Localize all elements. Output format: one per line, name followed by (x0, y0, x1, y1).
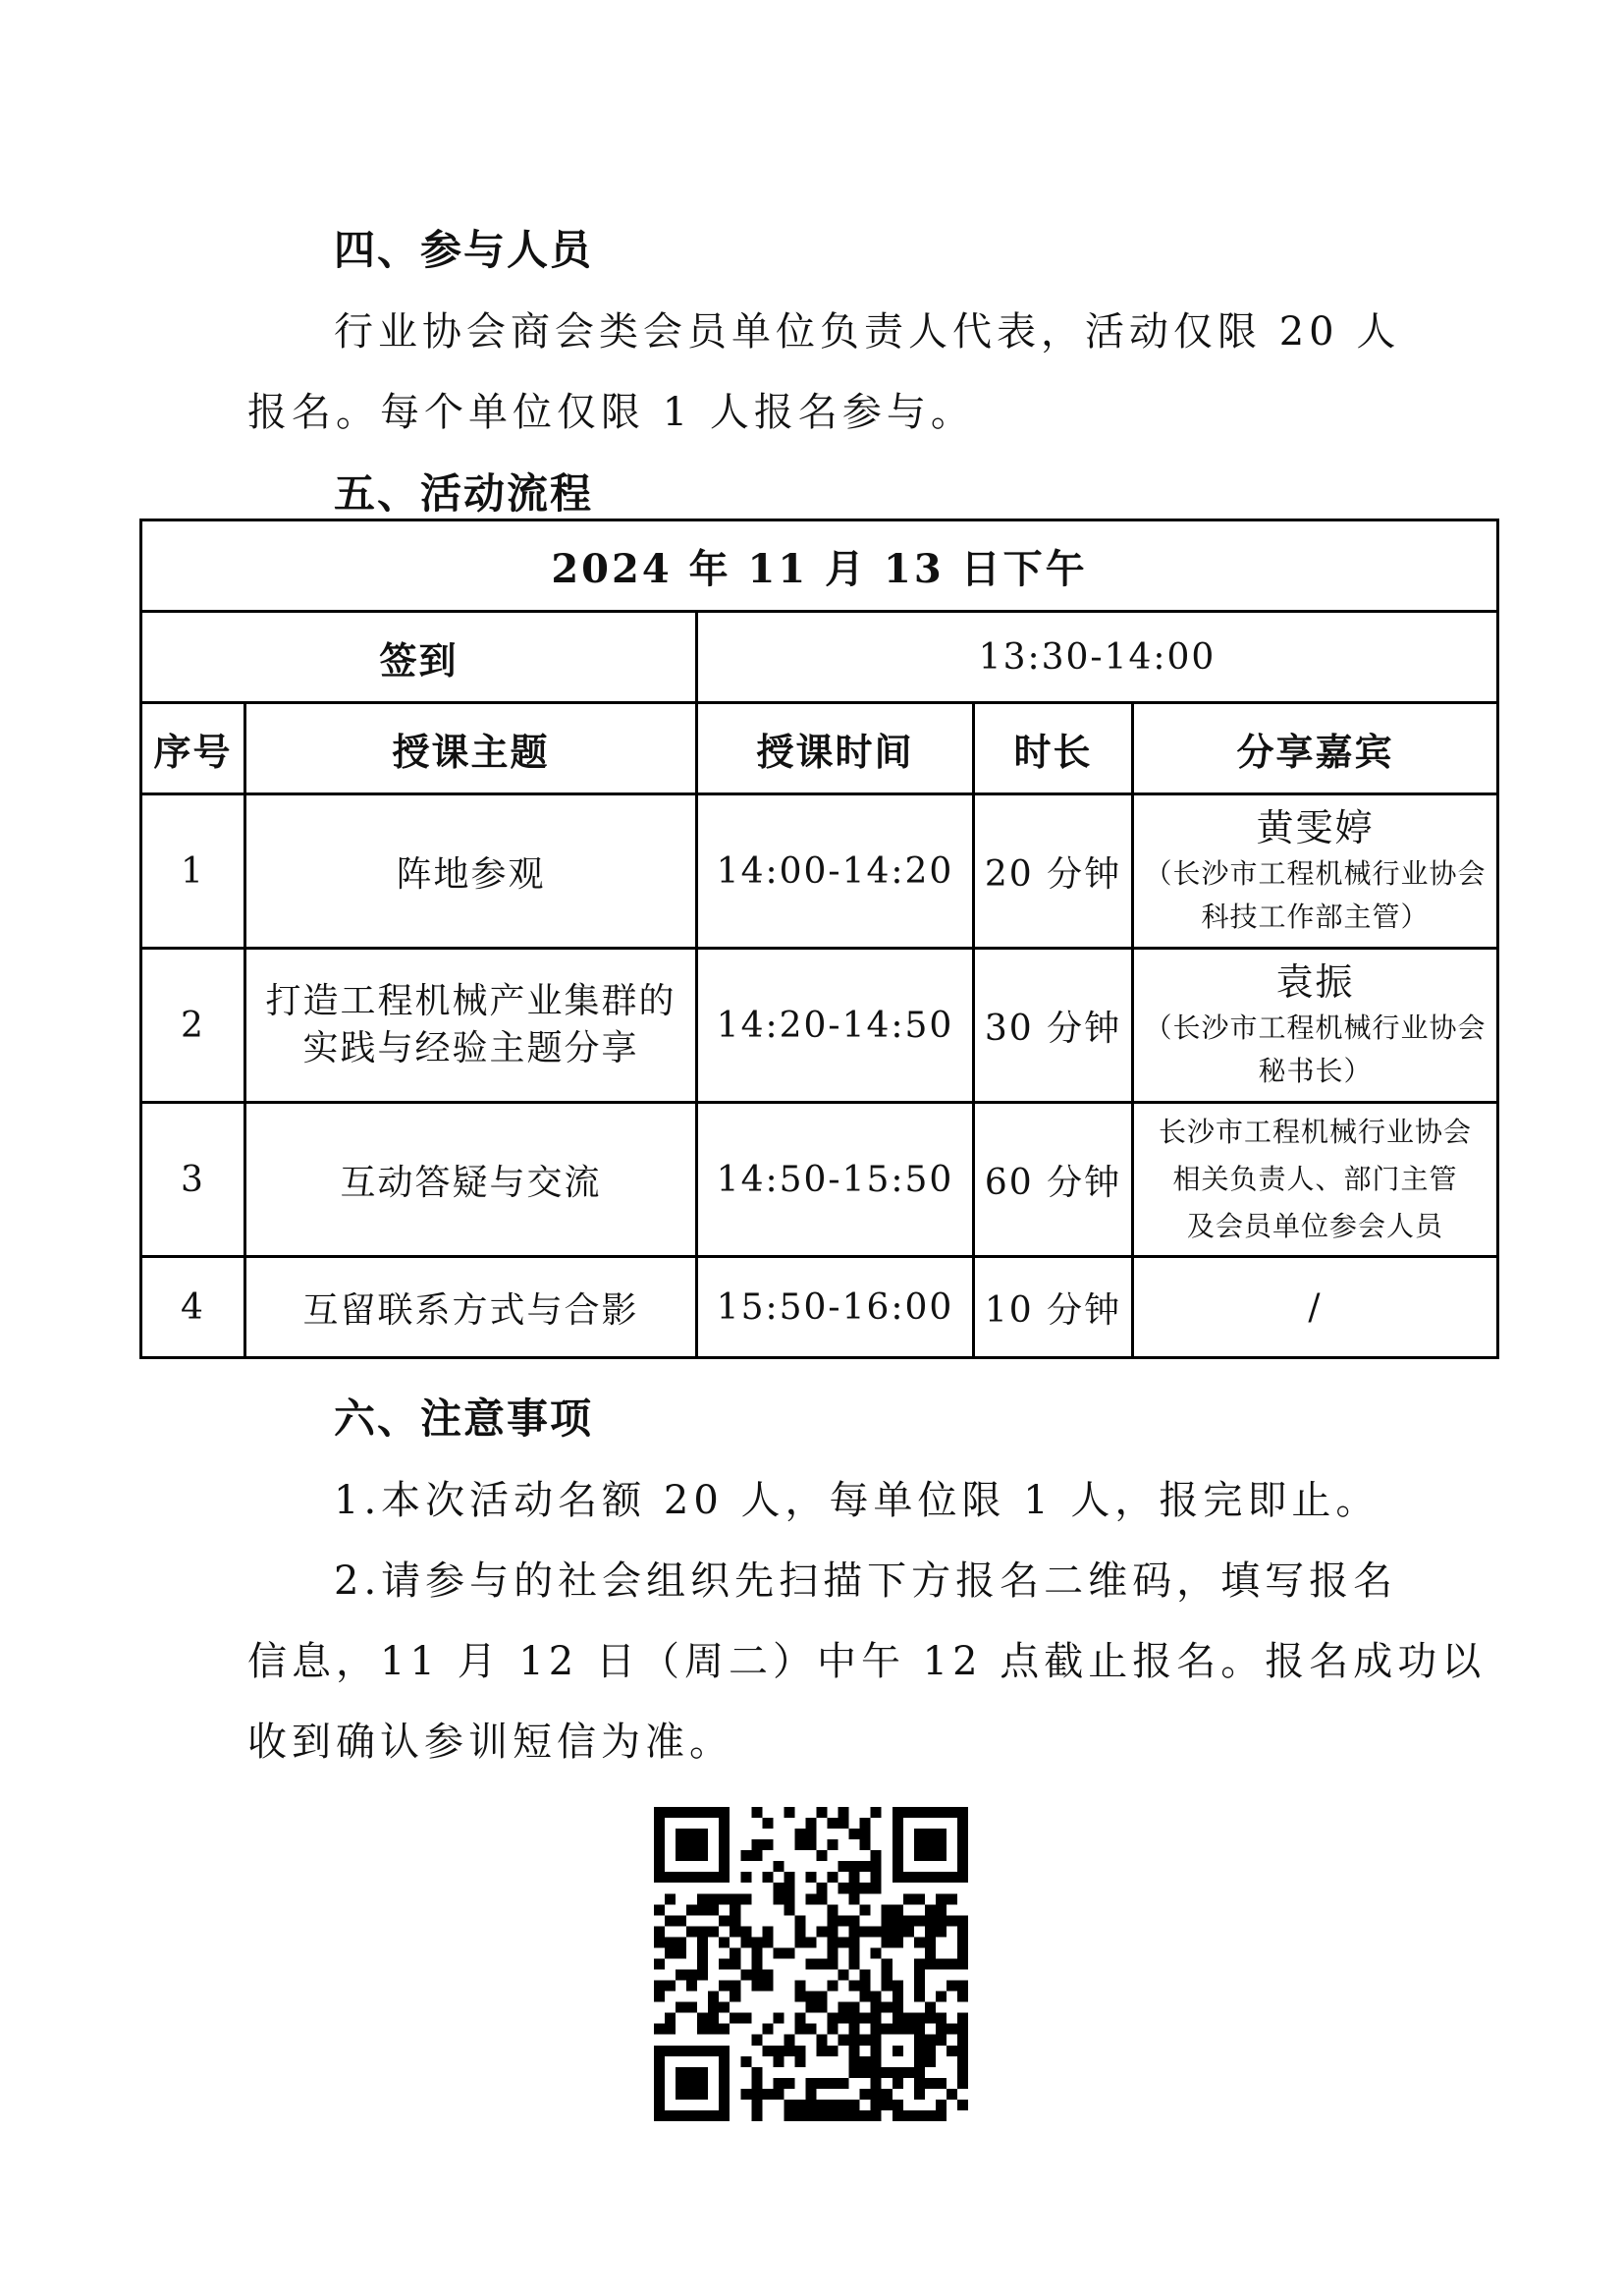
row-no: 4 (141, 1257, 245, 1358)
speaker-name: 黄雯婷 (1256, 806, 1375, 849)
row-topic: 阵地参观 (245, 794, 697, 949)
table-title: 2024 年 11 月 13 日下午 (141, 520, 1498, 612)
section5-heading: 五、活动流程 (334, 469, 594, 518)
speaker-line: 及会员单位参会人员 (1186, 1210, 1443, 1242)
section4-heading: 四、参与人员 (334, 226, 594, 274)
table-row (141, 794, 1498, 949)
row-time: 15:50-16:00 (697, 1257, 974, 1358)
row-duration: 30 分钟 (974, 949, 1133, 1103)
header-time: 授课时间 (697, 703, 974, 794)
notice-item2-line3: 收到确认参训短信为准。 (247, 1720, 733, 1765)
row-speaker (1133, 1103, 1498, 1257)
section4-line1: 行业协会商会类会员单位负责人代表，活动仅限 20 人 (334, 309, 1401, 355)
row-speaker: / (1133, 1257, 1498, 1358)
table-row (141, 1103, 1498, 1257)
speaker-title-line: 科技工作部主管） (1201, 901, 1430, 933)
speaker-line: 相关负责人、部门主管 (1172, 1163, 1458, 1195)
row-duration: 60 分钟 (974, 1103, 1133, 1257)
row-time: 14:20-14:50 (697, 949, 974, 1103)
header-no: 序号 (141, 703, 245, 794)
table-row (141, 949, 1498, 1103)
schedule-table (139, 519, 1499, 1359)
row-topic: 互动答疑与交流 (245, 1103, 697, 1257)
notice-item1: 1.本次活动名额 20 人，每单位限 1 人，报完即止。 (334, 1478, 1380, 1523)
row-no: 2 (141, 949, 245, 1103)
speaker-name: 袁振 (1275, 960, 1355, 1004)
row-no: 1 (141, 794, 245, 949)
section4-line2: 报名。每个单位仅限 1 人报名参与。 (247, 390, 975, 435)
signin-time: 13:30-14:00 (697, 612, 1498, 703)
row-topic: 互留联系方式与合影 (245, 1257, 697, 1358)
header-topic: 授课主题 (245, 703, 697, 794)
row-no: 3 (141, 1103, 245, 1257)
row-time: 14:50-15:50 (697, 1103, 974, 1257)
header-duration: 时长 (974, 703, 1133, 794)
speaker-title-line: （长沙市工程机械行业协会 (1144, 1011, 1487, 1044)
notice-item2-line2: 信息，11 月 12 日（周二）中午 12 点截止报名。报名成功以 (247, 1639, 1487, 1684)
topic-line: 实践与经验主题分享 (302, 1028, 639, 1068)
row-time: 14:00-14:20 (697, 794, 974, 949)
qr-code-icon[interactable] (654, 1807, 968, 2121)
topic-line: 打造工程机械产业集群的 (265, 981, 676, 1021)
row-duration: 10 分钟 (974, 1257, 1133, 1358)
speaker-title-line: （长沙市工程机械行业协会 (1144, 857, 1487, 890)
table-row (141, 1257, 1498, 1358)
speaker-line: 长沙市工程机械行业协会 (1158, 1116, 1472, 1148)
section6-heading: 六、注意事项 (334, 1394, 594, 1443)
speaker-title-line: 秘书长） (1258, 1055, 1373, 1087)
row-duration: 20 分钟 (974, 794, 1133, 949)
header-speaker: 分享嘉宾 (1133, 703, 1498, 794)
signin-label: 签到 (141, 612, 697, 703)
row-topic (245, 949, 697, 1103)
row-speaker (1133, 794, 1498, 949)
notice-item2-line1: 2.请参与的社会组织先扫描下方报名二维码，填写报名 (334, 1558, 1398, 1604)
row-speaker (1133, 949, 1498, 1103)
